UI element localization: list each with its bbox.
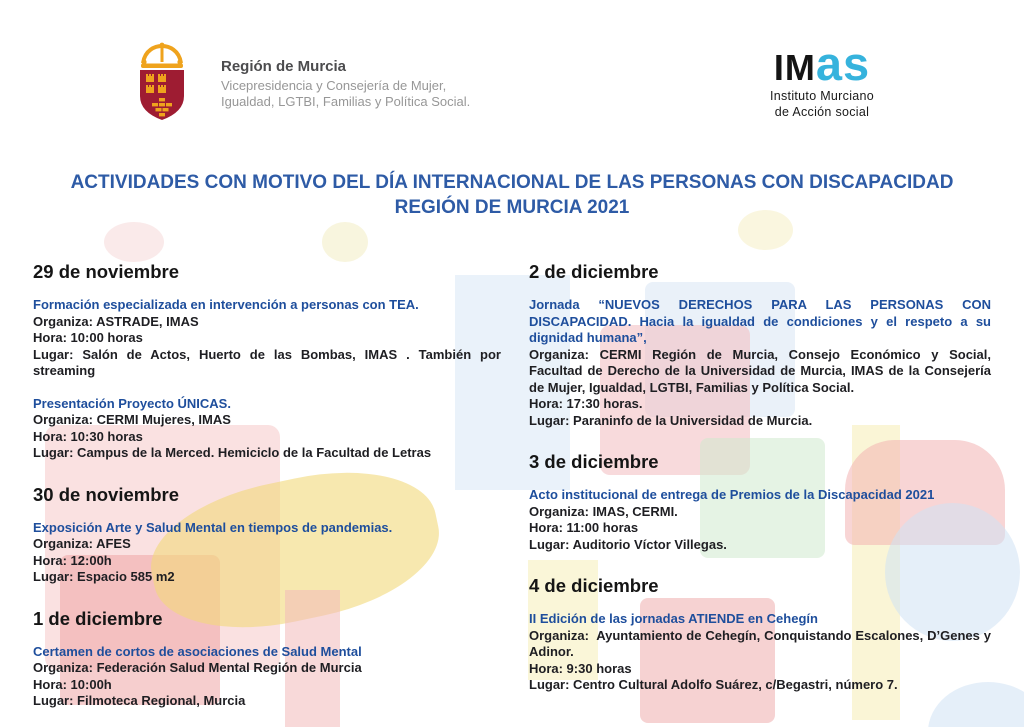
event-lugar: Lugar: Campus de la Merced. Hemiciclo de la Facultad de Letras [33,445,432,460]
event-organiza: Organiza: IMAS, CERMI. [529,503,678,519]
event-hora: Hora: 9:30 horas [529,660,632,676]
event-title: Presentación Proyecto ÚNICAS. [33,395,231,411]
page-title [0,170,1024,220]
event-organiza: Organiza: CERMI Región de Murcia, Consejo Económico y Social, Facultad de Derecho de la Universidad de Murcia, IMAS de la Consejería de Mujer, Igualdad, LGTBI, Familias y Política Social. [529,346,991,395]
event-hora: Hora: 17:30 horas. [529,396,643,411]
murcia-coat-of-arms-icon [133,42,191,127]
date-header: 30 de noviembre [33,483,180,505]
page-title-line2: REGIÓN DE MURCIA 2021 [394,197,630,218]
murcia-logo [133,42,470,127]
event-title: Certamen de cortos de asociaciones de Salud Mental [33,643,362,659]
event-lugar: Lugar: Filmoteca Regional, Murcia [33,693,246,708]
agenda [33,256,991,726]
date-header: 2 de diciembre [529,261,659,282]
event [33,396,501,462]
agenda-column-left [33,256,501,726]
event [33,520,501,586]
event-organiza: Organiza: Federación Salud Mental Región de Murcia [33,660,362,675]
event-hora: Hora: 10:00h [33,676,112,692]
event-organiza: Organiza: Ayuntamiento de Cehegín, Conquistando Escalones, D’Genes y Adinor. [529,627,991,659]
event-lugar: Lugar: Auditorio Víctor Villegas. [529,536,727,552]
event [529,297,991,429]
murcia-logo-dept-line2: Igualdad, LGTBI, Familias y Política Social. [221,93,471,109]
date-header: 4 de diciembre [529,575,659,596]
event [529,611,991,694]
imas-tagline-line1: Instituto Murciano [769,89,875,103]
event-organiza: Organiza: ASTRADE, IMAS [33,313,199,329]
imas-wordmark-black: IM [773,47,816,88]
event [33,297,501,380]
event-lugar: Lugar: Salón de Actos, Huerto de las Bombas, IMAS . También por streaming [33,346,501,378]
imas-wordmark [755,37,889,90]
event-organiza: Organiza: CERMI Mujeres, IMAS [33,412,231,427]
event-title: Acto institucional de entrega de Premios de la Discapacidad 2021 [529,487,935,502]
event [33,644,501,710]
event-title: Jornada “NUEVOS DERECHOS PARA LAS PERSONAS CON DISCAPACIDAD. Hacia la igualdad de condiciones y el respeto a su dignidad humana”, [529,297,991,345]
imas-logo [755,37,889,120]
event-hora: Hora: 10:00 horas [33,330,143,345]
murcia-logo-dept-line1: Vicepresidencia y Consejería de Mujer, [221,78,447,93]
event-title: Exposición Arte y Salud Mental en tiempos de pandemias. [33,519,393,535]
event [529,487,991,553]
event-hora: Hora: 11:00 horas [529,520,639,535]
date-header: 29 de noviembre [33,261,180,282]
event-lugar: Lugar: Centro Cultural Adolfo Suárez, c/Begastri, número 7. [529,677,898,692]
event-organiza: Organiza: AFES [33,536,131,551]
agenda-column-right [529,256,991,726]
imas-wordmark-cyan: as [815,37,871,90]
event-lugar: Lugar: Paraninfo de la Universidad de Murcia. [529,412,813,428]
event-title: II Edición de las jornadas ATIENDE en Cehegín [529,611,818,626]
event-title: Formación especializada en intervención a personas con TEA. [33,297,419,312]
event-lugar: Lugar: Espacio 585 m2 [33,569,175,584]
event-hora: Hora: 10:30 horas [33,428,143,444]
page-title-line1: ACTIVIDADES CON MOTIVO DEL DÍA INTERNACIONAL DE LAS PERSONAS CON DISCAPACIDAD [70,172,954,193]
murcia-logo-name: Región de Murcia [221,58,347,75]
date-header: 3 de diciembre [529,451,659,472]
imas-tagline-line2: de Acción social [774,105,870,119]
event-hora: Hora: 12:00h [33,552,112,568]
date-header: 1 de diciembre [33,607,163,629]
